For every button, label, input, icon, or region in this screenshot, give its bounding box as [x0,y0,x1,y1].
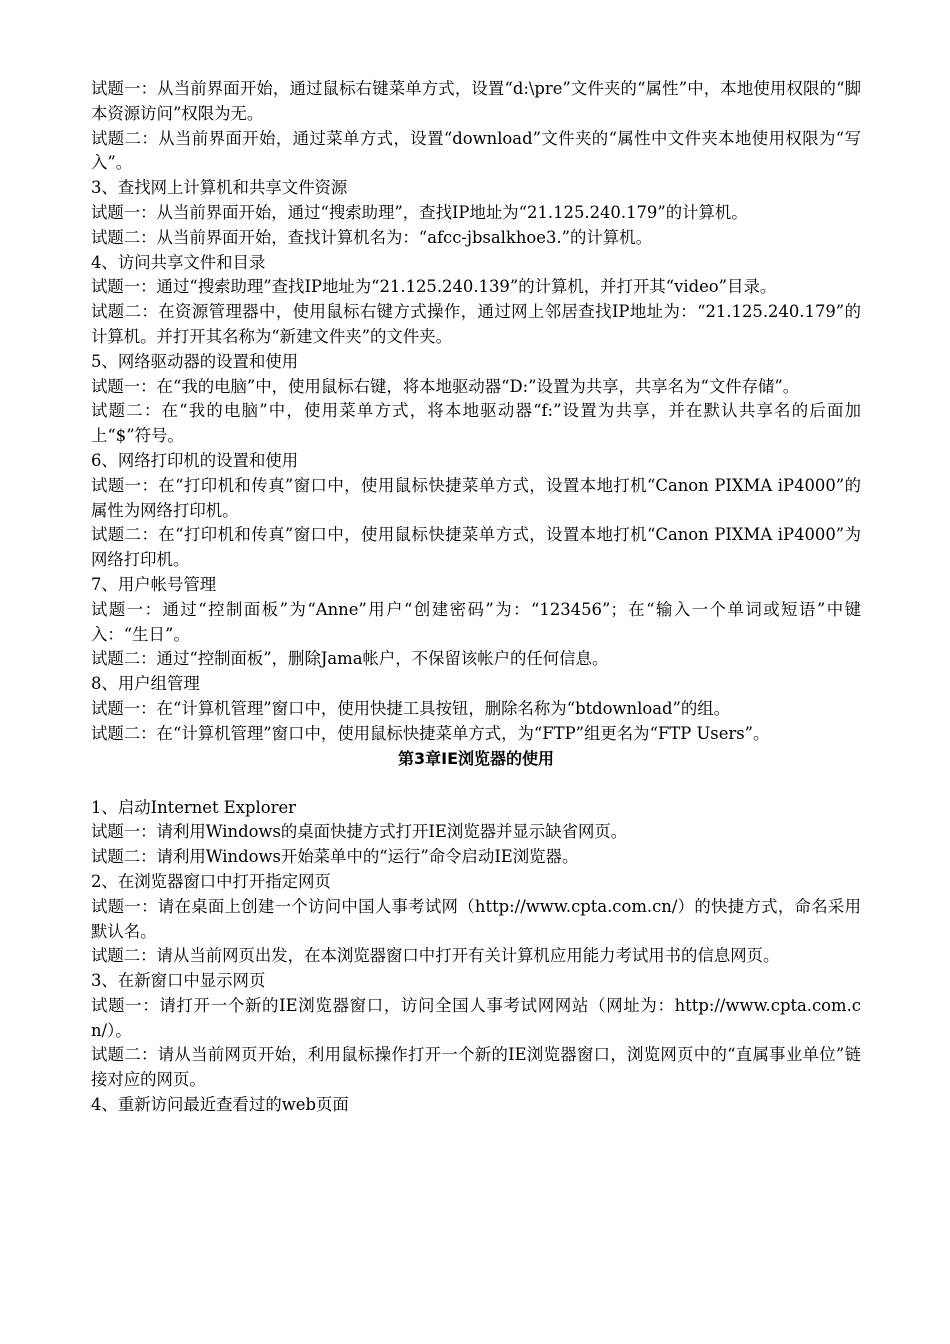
paragraph: 试题二：在“计算机管理”窗口中，使用鼠标快捷菜单方式，为“FTP”组更名为“FTP Users”。 [91,723,770,743]
section-heading: 8、用户组管理 [91,674,200,694]
paragraph: 试题一：通过“控制面板”为“Anne”用户“创建密码”为：“123456”；在“输入一个单词或短语”中键入：“生日”。 [91,599,861,644]
section-heading: 5、网络驱动器的设置和使用 [91,351,299,371]
paragraph: 试题一：请在桌面上创建一个访问中国人事考试网（http://www.cpta.com.cn/）的快捷方式，命名采用默认名。 [91,896,861,941]
paragraph: 试题二：请利用Windows开始菜单中的“运行”命令启动IE浏览器。 [91,847,579,867]
section-heading: 6、网络打印机的设置和使用 [91,450,299,470]
paragraph: 试题二：在“我的电脑”中，使用菜单方式，将本地驱动器“f:”设置为共享，并在默认共享名的后面加上“$”符号。 [91,401,861,446]
paragraph: 试题一：从当前界面开始，通过“搜索助理”，查找IP地址为“21.125.240.179”的计算机。 [91,202,748,222]
paragraph: 试题二：从当前界面开始，查找计算机名为：“afcc-jbsalkhoe3.”的计算机。 [91,227,652,247]
paragraph: 试题二：请从当前网页开始，利用鼠标操作打开一个新的IE浏览器窗口，浏览网页中的“直属事业单位”链接对应的网页。 [91,1045,861,1090]
chapter-title: 第3章IE浏览器的使用 [397,748,555,768]
paragraph: 试题二：在资源管理器中，使用鼠标右键方式操作，通过网上邻居查找IP地址为：“21.125.240.179”的计算机。并打开其名称为“新建文件夹”的文件夹。 [91,302,861,346]
paragraph: 试题一：通过“搜索助理”查找IP地址为“21.125.240.139”的计算机，并打开其“video”目录。 [91,277,777,297]
document-page [91,77,861,1118]
paragraph: 试题二：通过“控制面板”，删除Jama帐户，不保留该帐户的任何信息。 [91,649,609,669]
section-heading: 2、在浏览器窗口中打开指定网页 [91,871,331,891]
section-heading: 7、用户帐号管理 [91,574,217,594]
paragraph: 试题一：在“我的电脑”中，使用鼠标右键，将本地驱动器“D:”设置为共享，共享名为“文件存储”。 [91,376,800,396]
section-heading: 4、访问共享文件和目录 [91,252,266,272]
paragraph: 试题二：从当前界面开始，通过菜单方式，设置“download”文件夹的“属性中文件夹本地使用权限为“写入”。 [91,128,861,173]
paragraph: 试题一：在“打印机和传真”窗口中，使用鼠标快捷菜单方式，设置本地打机“Canon PIXMA iP4000”的属性为网络打印机。 [91,475,861,520]
section-heading: 3、查找网上计算机和共享文件资源 [91,178,348,198]
section-heading: 4、重新访问最近查看过的web页面 [91,1095,349,1115]
paragraph: 试题二：请从当前网页出发，在本浏览器窗口中打开有关计算机应用能力考试用书的信息网页。 [91,946,780,966]
section-heading: 3、在新窗口中显示网页 [91,971,266,991]
paragraph: 试题一：请打开一个新的IE浏览器窗口，访问全国人事考试网网站（网址为：http://www.cpta.com.cn/）。 [91,995,861,1040]
paragraph: 试题一：在“计算机管理”窗口中，使用快捷工具按钮，删除名称为“btdownload”的组。 [91,698,731,718]
paragraph: 试题一：从当前界面开始，通过鼠标右键菜单方式，设置“d:\pre”文件夹的“属性”中，本地使用权限的“脚本资源访问”权限为无。 [91,79,861,123]
section-heading: 1、启动Internet Explorer [91,797,296,817]
paragraph: 试题一：请利用Windows的桌面快捷方式打开IE浏览器并显示缺省网页。 [91,822,628,842]
paragraph: 试题二：在“打印机和传真”窗口中，使用鼠标快捷菜单方式，设置本地打机“Canon PIXMA iP4000”为网络打印机。 [91,525,861,570]
